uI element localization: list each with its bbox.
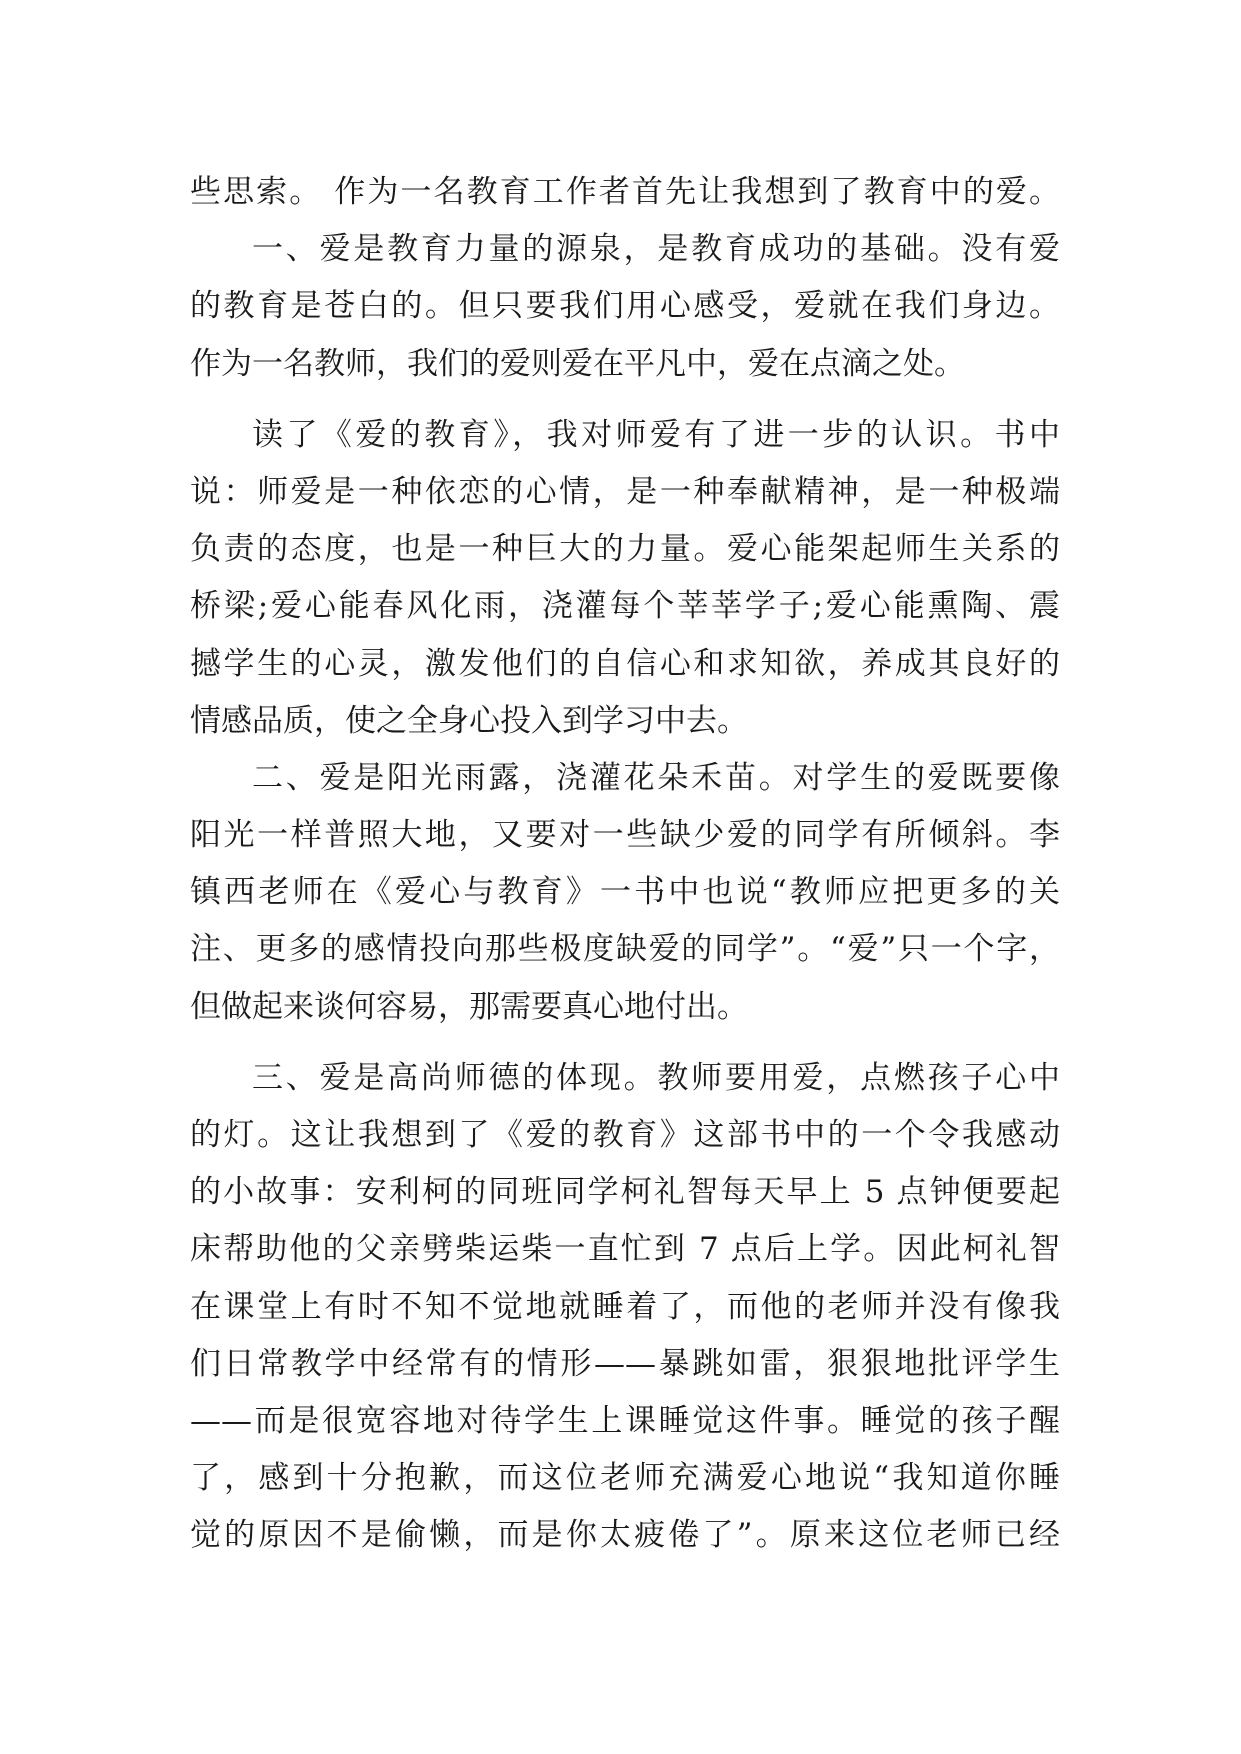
paragraph-start-line: 一、爱是教育力量的源泉，是教育成功的基础。没有爱 xyxy=(252,231,1060,268)
paragraph-start-line: 二、爱是阳光雨露，浇灌花朵禾苗。对学生的爱既要像 xyxy=(252,759,1060,796)
text-line: 们日常教学中经常有的情形——暴跳如雷，狠狠地批评学生 xyxy=(190,1345,1060,1382)
text-line: 的小故事：安利柯的同班同学柯礼智每天早上 5 点钟便要起 xyxy=(190,1174,1060,1211)
text-line: 说：师爱是一种依恋的心情，是一种奉献精神，是一种极端 xyxy=(190,473,1060,510)
paragraph-end-line: 作为一名教师，我们的爱则爱在平凡中，爱在点滴之处。 xyxy=(190,345,965,382)
text-line: 负责的态度，也是一种巨大的力量。爱心能架起师生关系的 xyxy=(190,531,1060,568)
text-line: 觉的原因不是偷懒，而是你太疲倦了”。原来这位老师已经 xyxy=(190,1517,1060,1554)
text-line: 撼学生的心灵，激发他们的自信心和求知欲，养成其良好的 xyxy=(190,645,1060,682)
text-line: 阳光一样普照大地，又要对一些缺少爱的同学有所倾斜。李 xyxy=(190,817,1060,854)
text-line: ——而是很宽容地对待学生上课睡觉这件事。睡觉的孩子醒 xyxy=(190,1402,1060,1439)
text-line: 的灯。这让我想到了《爱的教育》这部书中的一个令我感动 xyxy=(190,1117,1060,1153)
text-line: 的教育是苍白的。但只要我们用心感受，爱就在我们身边。 xyxy=(190,288,1060,325)
body-text xyxy=(190,164,1060,1565)
paragraph-start-line: 三、爱是高尚师德的体现。教师要用爱，点燃孩子心中 xyxy=(252,1059,1060,1096)
paragraph-end-line: 情感品质，使之全身心投入到学习中去。 xyxy=(190,702,748,739)
text-line: 在课堂上有时不知不觉地就睡着了，而他的老师并没有像我 xyxy=(190,1288,1060,1325)
text-line: 床帮助他的父亲劈柴运柴一直忙到 7 点后上学。因此柯礼智 xyxy=(190,1231,1060,1268)
paragraph-start-line: 读了《爱的教育》，我对师爱有了进一步的认识。书中 xyxy=(252,416,1060,453)
paragraph-end-line: 但做起来谈何容易，那需要真心地付出。 xyxy=(190,988,748,1025)
text-line: 镇西老师在《爱心与教育》一书中也说“教师应把更多的关 xyxy=(190,874,1060,911)
text-line: 注、更多的感情投向那些极度缺爱的同学”。“爱”只一个字， xyxy=(190,931,1060,968)
text-line: 了，感到十分抱歉，而这位老师充满爱心地说“我知道你睡 xyxy=(190,1460,1060,1497)
text-line: 些思索。 作为一名教育工作者首先让我想到了教育中的爱。 xyxy=(190,174,1060,210)
text-line: 桥梁;爱心能春风化雨，浇灌每个莘莘学子;爱心能熏陶、震 xyxy=(190,588,1060,625)
